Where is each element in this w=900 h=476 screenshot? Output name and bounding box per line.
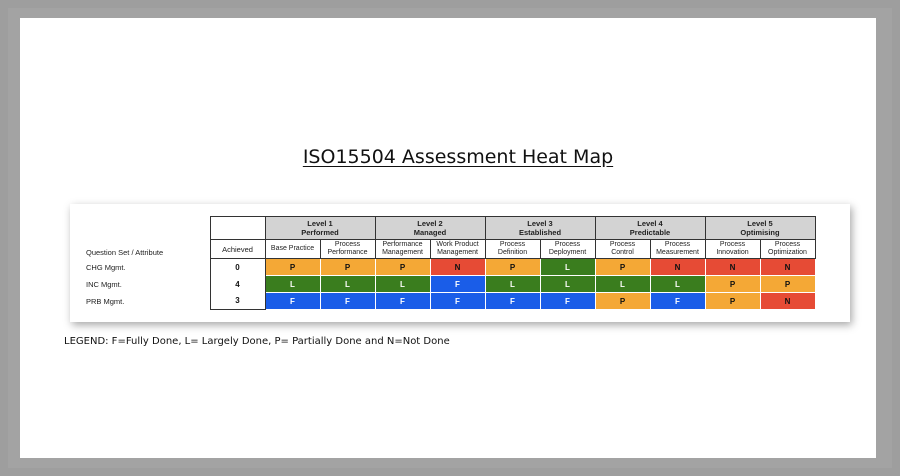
sub-header-text: Base Practice [270, 245, 315, 252]
sub-header-process-innovation [705, 240, 760, 259]
achieved-value: 3 [210, 293, 265, 310]
table-row [84, 259, 815, 276]
heat-cell: P [265, 259, 320, 276]
heat-cell: F [430, 276, 485, 293]
row-label: PRB Mgmt. [86, 296, 125, 306]
heat-cell: N [760, 293, 815, 310]
sub-header-process-deployment [540, 240, 595, 259]
sub-header-text: Measurement [656, 249, 699, 256]
heat-cell: L [540, 259, 595, 276]
heat-cell: P [375, 259, 430, 276]
legend-text: LEGEND: F=Fully Done, L= Largely Done, P= Partially Done and N=Not Done [64, 336, 450, 347]
level-1-name: Performed [301, 228, 339, 237]
sub-header-text: Process [609, 241, 636, 248]
heatmap-body [84, 259, 815, 310]
sub-header-text: Management [382, 249, 423, 256]
sub-header-performance-management [375, 240, 430, 259]
page [20, 18, 876, 458]
sub-header-text: Performance [382, 241, 423, 248]
page-title: ISO15504 Assessment Heat Map [302, 146, 614, 168]
heat-cell: F [430, 293, 485, 310]
achieved-value: 4 [210, 276, 265, 293]
table-row [84, 293, 815, 310]
heat-cell: L [485, 276, 540, 293]
level-4-name: Predictable [629, 228, 671, 237]
sub-header-text: Process [334, 241, 361, 248]
sub-header-work-product-management [430, 240, 485, 259]
level-4-header [595, 217, 705, 240]
sub-header-text: Process [664, 241, 691, 248]
heat-cell: P [760, 276, 815, 293]
heat-cell: P [705, 276, 760, 293]
heat-cell: L [650, 276, 705, 293]
heat-cell: F [375, 293, 430, 310]
heat-cell: P [595, 259, 650, 276]
level-5-header [705, 217, 815, 240]
level-3-name: Established [518, 228, 562, 237]
sub-header-text: Control [611, 249, 634, 256]
sub-header-process-performance [320, 240, 375, 259]
sub-header-text: Performance [327, 249, 368, 256]
sub-header-text: Deployment [548, 249, 587, 256]
sub-header-text: Process [719, 241, 746, 248]
heat-cell: N [705, 259, 760, 276]
sub-header-text: Innovation [716, 249, 749, 256]
heatmap-card [70, 204, 850, 322]
attribute-header: Question Set / Attribute [86, 247, 164, 257]
heat-cell: L [265, 276, 320, 293]
heat-cell: N [760, 259, 815, 276]
heatmap-table [84, 216, 816, 310]
heat-cell: F [540, 293, 595, 310]
row-label: CHG Mgmt. [86, 262, 126, 272]
level-1-number: Level 1 [307, 219, 333, 228]
level-4-number: Level 4 [637, 219, 663, 228]
sub-header-text: Management [437, 249, 478, 256]
level-3-header [485, 217, 595, 240]
level-header-row [84, 217, 815, 240]
heat-cell: P [485, 259, 540, 276]
heat-cell: F [650, 293, 705, 310]
table-row [84, 276, 815, 293]
heat-cell: L [320, 276, 375, 293]
sub-header-text: Process [499, 241, 526, 248]
sub-header-text: Optimization [768, 249, 807, 256]
sub-header-process-measurement [650, 240, 705, 259]
heat-cell: F [320, 293, 375, 310]
sub-header-text: Process [774, 241, 801, 248]
sub-header-base-practice [265, 240, 320, 259]
sub-header-text: Definition [497, 249, 528, 256]
heat-cell: F [265, 293, 320, 310]
heat-cell: L [375, 276, 430, 293]
level-5-name: Optimising [740, 228, 780, 237]
sub-header-text: Work Product [436, 241, 479, 248]
heat-cell: L [595, 276, 650, 293]
achieved-header: Achieved [210, 240, 265, 259]
sub-header-process-control [595, 240, 650, 259]
heat-cell: F [485, 293, 540, 310]
heat-cell: L [540, 276, 595, 293]
sub-header-process-optimization [760, 240, 815, 259]
heat-cell: P [320, 259, 375, 276]
level-5-number: Level 5 [747, 219, 773, 228]
sub-header-text: Process [554, 241, 581, 248]
achieved-value: 0 [210, 259, 265, 276]
level-1-header [265, 217, 375, 240]
outer-frame [8, 8, 892, 468]
heat-cell: N [650, 259, 705, 276]
level-2-name: Managed [413, 228, 447, 237]
row-label: INC Mgmt. [86, 279, 122, 289]
level-2-number: Level 2 [417, 219, 443, 228]
heat-cell: N [430, 259, 485, 276]
level-3-number: Level 3 [527, 219, 553, 228]
heat-cell: P [705, 293, 760, 310]
level-2-header [375, 217, 485, 240]
heat-cell: P [595, 293, 650, 310]
achieved-header-spacer [210, 217, 265, 240]
sub-header-process-definition [485, 240, 540, 259]
